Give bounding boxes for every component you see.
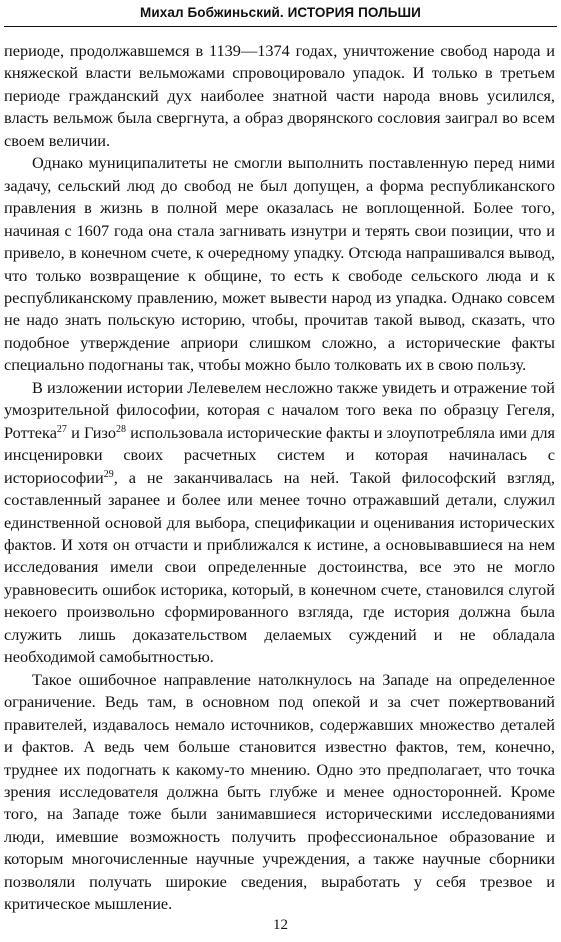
paragraph-2: Однако муниципалитеты не смогли выполнить поставленную перед ними задачу, сельский люд до свобод не был допущен, а форма республиканского правления в жизнь в полной мере оказалась не воплощенной. Более того, начиная с 1607 года она стала загнивать изнутри и терять свои позиции, что и привело, в конечном счете, к очередному упадку. Отсюда напрашивался вывод, что только возвращение к общине, то есть к свободе сельского люда и к республиканскому правлению, может вывести народ из упадка. Однако совсем не надо знать польскую историю, чтобы, прочитав такой вывод, сказать, что подобное утверждение априори слишком сложно, а исторические факты специально подогнаны так, чтобы можно было толковать их в свою пользу. (4, 153, 555, 375)
footnote-ref-27: 27 (56, 423, 67, 435)
paragraph-3 (4, 377, 555, 669)
paragraph-1: периоде, продолжавшемся в 1139—1374 годах, уничтожение свобод народа и княжеской власти вельможами спровоцировало упадок. И только в третьем периоде гражданский дух наиболее знатной части народа вновь усилился, власть вельмож была свергнута, а образ дворянского сословия заиграл во всем своем величии. (4, 41, 555, 150)
paragraph-3-part-3: использовала исторические факты и злоупотребляла ими для инсценировки своих расчетных систем и которая начиналась с историософии (4, 422, 556, 487)
paragraph-3-part-2: и Гизо (66, 422, 116, 442)
footnote-ref-28: 28 (115, 423, 126, 435)
running-head-title: Михал Бобжиньский. ИСТОРИЯ ПОЛЬШИ (140, 5, 421, 20)
paragraph-3-part-1: В изложении истории Лелевелем несложно также увидеть и отражение той умозрительной философии, которая с началом того века по образцу Гегеля, Роттека (4, 377, 555, 442)
paragraph-3-part-4: , а не заканчивалась на ней. Такой философский взгляд, составленный заранее и более или менее точно отражавший детали, служил единственной основой для выбора, спецификации и оценивания исторических фактов. И хотя он отчасти и приближался к истине, а основывавшиеся на нем исследования имели свои определенные достоинства, все это не могло уравновесить ошибок историка, который, в конечном счете, становился слугой некоего произвольно сформированного взгляда, где история должна была служить лишь доказательством делаемых суждений и не обладала необходимой самобытностью. (4, 467, 555, 667)
header-rule (4, 26, 557, 27)
paragraph-4: Такое ошибочное направление натолкнулось на Западе на определенное ограничение. Ведь там, в основном под опекой и за счет пожертвований правителей, издавалось немало источников, содержавших множество деталей и фактов. А ведь чем больше становится известно фактов, тем, конечно, труднее их подогнать к какому-то мнению. Одно это предполагает, что точка зрения исследователя должна быть глубже и менее односторонней. Кроме того, на Западе тоже были занимавшиеся историческими исследованиями люди, имевшие возможность получить профессиональное образование и которым многочисленные научные учреждения, а также научные сборники позволяли получать широкие сведения, выработать у себя трезвое и критическое мышление. (4, 669, 555, 914)
page-number: 12 (273, 917, 288, 933)
footnote-ref-29: 29 (103, 468, 114, 480)
body-text (4, 40, 555, 916)
